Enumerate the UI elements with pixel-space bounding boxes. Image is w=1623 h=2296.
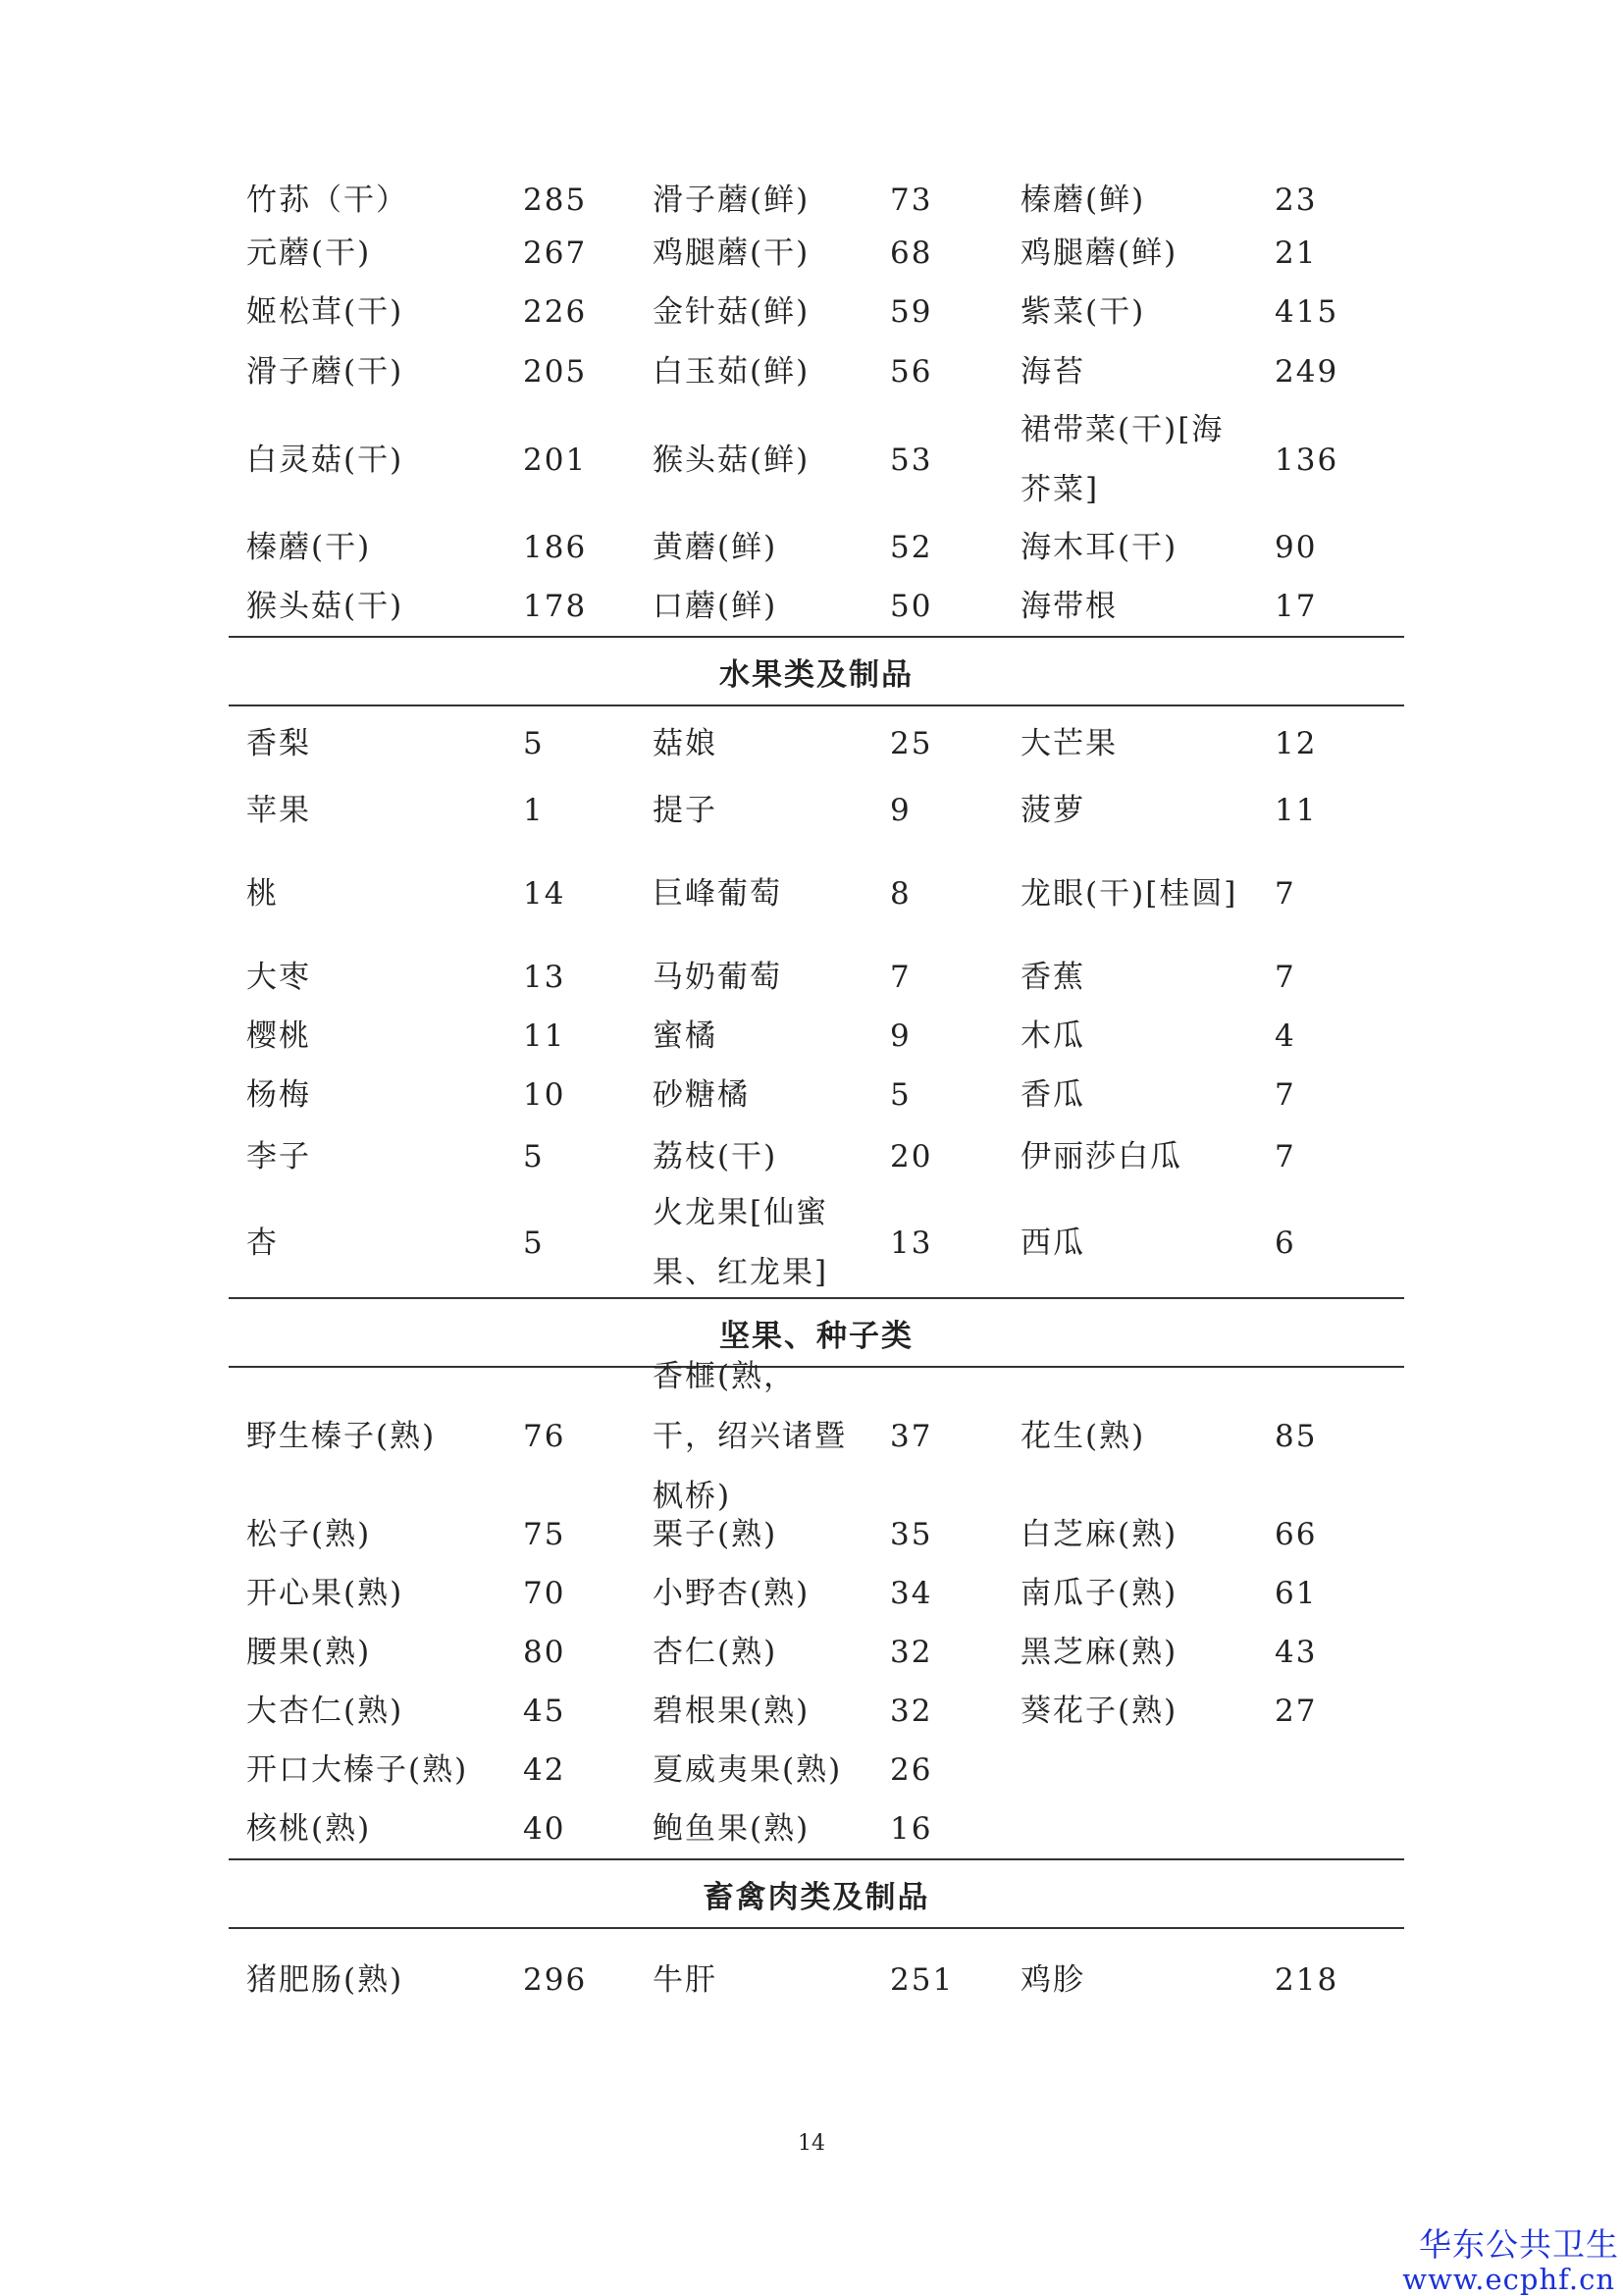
value-cell: 205	[523, 353, 588, 390]
food-name-cell: 滑子蘑(鲜)	[653, 182, 811, 218]
food-name-cell: 马奶葡萄	[653, 959, 782, 995]
table-row	[229, 1007, 1404, 1066]
value-cell: 7	[890, 959, 912, 995]
value-cell	[1275, 1741, 1373, 1800]
food-name-cell: 大芒果	[1021, 725, 1118, 761]
table-row	[229, 1929, 1404, 2031]
food-name-cell: 香梨	[246, 725, 311, 761]
table-row	[229, 1358, 1404, 1514]
value-cell: 85	[1275, 1418, 1318, 1454]
value-cell: 9	[890, 1018, 912, 1054]
food-name-cell: 蜜橘	[653, 1018, 717, 1054]
food-name-cell: 榛蘑(鲜)	[1021, 182, 1146, 218]
food-name-cell: 杏	[246, 1225, 279, 1261]
table-row	[229, 1124, 1404, 1189]
table-row	[229, 341, 1404, 402]
food-name-cell: 香瓜	[1021, 1076, 1085, 1113]
food-name-cell: 白芝麻(熟)	[1021, 1516, 1178, 1552]
food-name-cell: 桃	[246, 875, 279, 912]
table-row	[229, 948, 1404, 1007]
food-name-cell: 小野杏(熟)	[653, 1575, 811, 1611]
value-cell: 7	[1275, 1138, 1296, 1174]
value-cell: 35	[890, 1516, 933, 1552]
value-cell: 37	[890, 1418, 933, 1454]
section-title: 水果类及制品	[719, 656, 914, 693]
food-name-cell: 黄蘑(鲜)	[653, 529, 778, 565]
value-cell: 13	[523, 959, 566, 995]
food-name-cell: 腰果(熟)	[246, 1634, 372, 1670]
food-name-cell: 西瓜	[1021, 1225, 1085, 1261]
value-cell: 9	[890, 792, 912, 828]
section-title: 畜禽肉类及制品	[703, 1879, 930, 1915]
value-cell: 7	[1275, 875, 1296, 912]
food-name-cell: 猪肥肠(熟)	[246, 1961, 404, 1998]
value-cell: 7	[1275, 1076, 1296, 1113]
food-name-cell: 碧根果(熟)	[653, 1693, 811, 1729]
food-name-cell	[1021, 1800, 1246, 1858]
food-name-cell: 白玉茹(鲜)	[653, 353, 811, 390]
table-row	[229, 283, 1404, 341]
table-row	[229, 224, 1404, 283]
food-name-cell: 滑子蘑(干)	[246, 353, 404, 390]
watermark-title: 华东公共卫生	[1419, 2225, 1619, 2264]
value-cell: 5	[523, 725, 545, 761]
food-name-cell: 竹荪（干）	[246, 182, 408, 218]
value-cell: 50	[890, 588, 933, 624]
food-name-cell: 李子	[246, 1138, 311, 1174]
value-cell: 226	[523, 293, 588, 330]
value-cell: 249	[1275, 353, 1339, 390]
food-name-cell: 杨梅	[246, 1076, 311, 1113]
food-name-cell: 裙带菜(干)[海芥菜]	[1021, 412, 1225, 507]
food-name-cell: 龙眼(干)[桂圆]	[1021, 875, 1238, 912]
food-name-cell: 栗子(熟)	[653, 1516, 778, 1552]
table-row	[229, 781, 1404, 840]
value-cell: 70	[523, 1575, 566, 1611]
food-name-cell: 紫菜(干)	[1021, 293, 1146, 330]
value-cell: 17	[1275, 588, 1318, 624]
value-cell: 6	[1275, 1225, 1296, 1261]
food-name-cell: 鲍鱼果(熟)	[653, 1810, 811, 1847]
value-cell: 178	[523, 588, 588, 624]
watermark-url: www.ecphf.cn	[1402, 2263, 1615, 2296]
table-row	[229, 1741, 1404, 1800]
value-cell: 14	[523, 875, 566, 912]
food-name-cell: 海带根	[1021, 588, 1118, 624]
value-cell: 11	[1275, 792, 1318, 828]
value-cell: 56	[890, 353, 933, 390]
food-name-cell: 香榧(熟，干，绍兴诸暨枫桥)	[653, 1358, 847, 1514]
section-header	[229, 1858, 1404, 1929]
value-cell: 25	[890, 725, 933, 761]
food-name-cell: 樱桃	[246, 1018, 311, 1054]
value-cell: 415	[1275, 293, 1339, 330]
food-name-cell: 黑芝麻(熟)	[1021, 1634, 1178, 1670]
food-name-cell: 口蘑(鲜)	[653, 588, 778, 624]
value-cell: 43	[1275, 1634, 1318, 1670]
value-cell: 5	[523, 1138, 545, 1174]
food-name-cell: 野生榛子(熟)	[246, 1418, 437, 1454]
table-row	[229, 1189, 1404, 1297]
value-cell: 5	[890, 1076, 912, 1113]
table-row	[229, 177, 1404, 224]
value-cell: 16	[890, 1810, 933, 1847]
food-name-cell: 元蘑(干)	[246, 235, 372, 271]
table-row	[229, 577, 1404, 636]
food-name-cell: 松子(熟)	[246, 1516, 372, 1552]
value-cell: 80	[523, 1634, 566, 1670]
food-name-cell	[1021, 1741, 1246, 1800]
food-name-cell: 苹果	[246, 792, 311, 828]
value-cell: 186	[523, 529, 588, 565]
food-name-cell: 金针菇(鲜)	[653, 293, 811, 330]
value-cell: 7	[1275, 959, 1296, 995]
value-cell	[1275, 1800, 1373, 1858]
food-name-cell: 菇娘	[653, 725, 717, 761]
food-name-cell: 砂糖橘	[653, 1076, 750, 1113]
food-name-cell: 荔枝(干)	[653, 1138, 778, 1174]
food-name-cell: 核桃(熟)	[246, 1810, 372, 1847]
value-cell: 11	[523, 1018, 566, 1054]
value-cell: 34	[890, 1575, 933, 1611]
table-row	[229, 840, 1404, 948]
table-row	[229, 1505, 1404, 1564]
value-cell: 45	[523, 1693, 566, 1729]
value-cell: 8	[890, 875, 912, 912]
value-cell: 75	[523, 1516, 566, 1552]
food-name-cell: 猴头菇(干)	[246, 588, 404, 624]
food-name-cell: 榛蘑(干)	[246, 529, 372, 565]
value-cell: 21	[1275, 235, 1318, 271]
value-cell: 26	[890, 1751, 933, 1788]
food-name-cell: 大杏仁(熟)	[246, 1693, 404, 1729]
value-cell: 76	[523, 1418, 566, 1454]
food-name-cell: 牛肝	[653, 1961, 717, 1998]
page-number: 14	[798, 2131, 825, 2156]
value-cell: 20	[890, 1138, 933, 1174]
food-name-cell: 白灵菇(干)	[246, 442, 404, 478]
food-name-cell: 开口大榛子(熟)	[246, 1751, 469, 1788]
food-name-cell: 香蕉	[1021, 959, 1085, 995]
table-row	[229, 706, 1404, 781]
value-cell: 27	[1275, 1693, 1318, 1729]
food-name-cell: 海苔	[1021, 353, 1085, 390]
food-name-cell: 猴头菇(鲜)	[653, 442, 811, 478]
food-name-cell: 开心果(熟)	[246, 1575, 404, 1611]
value-cell: 66	[1275, 1516, 1318, 1552]
food-name-cell: 火龙果[仙蜜果、红龙果]	[653, 1195, 829, 1290]
value-cell: 13	[890, 1225, 933, 1261]
nutrient-table	[229, 177, 1404, 2031]
section-header	[229, 636, 1404, 706]
table-row	[229, 1066, 1404, 1124]
food-name-cell: 提子	[653, 792, 717, 828]
value-cell: 40	[523, 1810, 566, 1847]
value-cell: 32	[890, 1693, 933, 1729]
value-cell: 23	[1275, 182, 1318, 218]
value-cell: 12	[1275, 725, 1318, 761]
value-cell: 90	[1275, 529, 1318, 565]
food-name-cell: 伊丽莎白瓜	[1021, 1138, 1182, 1174]
food-name-cell: 葵花子(熟)	[1021, 1693, 1178, 1729]
value-cell: 52	[890, 529, 933, 565]
section-title: 坚果、种子类	[719, 1318, 914, 1354]
table-row	[229, 1564, 1404, 1623]
food-name-cell: 鸡腿蘑(干)	[653, 235, 811, 271]
food-name-cell: 鸡腿蘑(鲜)	[1021, 235, 1178, 271]
value-cell: 5	[523, 1225, 545, 1261]
value-cell: 251	[890, 1961, 955, 1998]
value-cell: 201	[523, 442, 588, 478]
food-name-cell: 巨峰葡萄	[653, 875, 782, 912]
food-name-cell: 南瓜子(熟)	[1021, 1575, 1178, 1611]
value-cell: 4	[1275, 1018, 1296, 1054]
value-cell: 267	[523, 235, 588, 271]
table-row	[229, 1682, 1404, 1741]
table-row	[229, 1623, 1404, 1682]
food-name-cell: 姬松茸(干)	[246, 293, 404, 330]
value-cell: 68	[890, 235, 933, 271]
food-name-cell: 海木耳(干)	[1021, 529, 1178, 565]
table-row	[229, 1800, 1404, 1858]
food-name-cell: 夏威夷果(熟)	[653, 1751, 843, 1788]
value-cell: 61	[1275, 1575, 1318, 1611]
food-name-cell: 木瓜	[1021, 1018, 1085, 1054]
value-cell: 285	[523, 182, 588, 218]
table-row	[229, 518, 1404, 577]
value-cell: 53	[890, 442, 933, 478]
food-name-cell: 菠萝	[1021, 792, 1085, 828]
table-row	[229, 402, 1404, 518]
food-name-cell: 花生(熟)	[1021, 1418, 1146, 1454]
value-cell: 42	[523, 1751, 566, 1788]
value-cell: 1	[523, 792, 545, 828]
food-name-cell: 鸡胗	[1021, 1961, 1085, 1998]
food-name-cell: 杏仁(熟)	[653, 1634, 778, 1670]
value-cell: 218	[1275, 1961, 1339, 1998]
value-cell: 32	[890, 1634, 933, 1670]
value-cell: 59	[890, 293, 933, 330]
food-name-cell: 大枣	[246, 959, 311, 995]
value-cell: 10	[523, 1076, 566, 1113]
value-cell: 296	[523, 1961, 588, 1998]
value-cell: 136	[1275, 442, 1339, 478]
value-cell: 73	[890, 182, 933, 218]
